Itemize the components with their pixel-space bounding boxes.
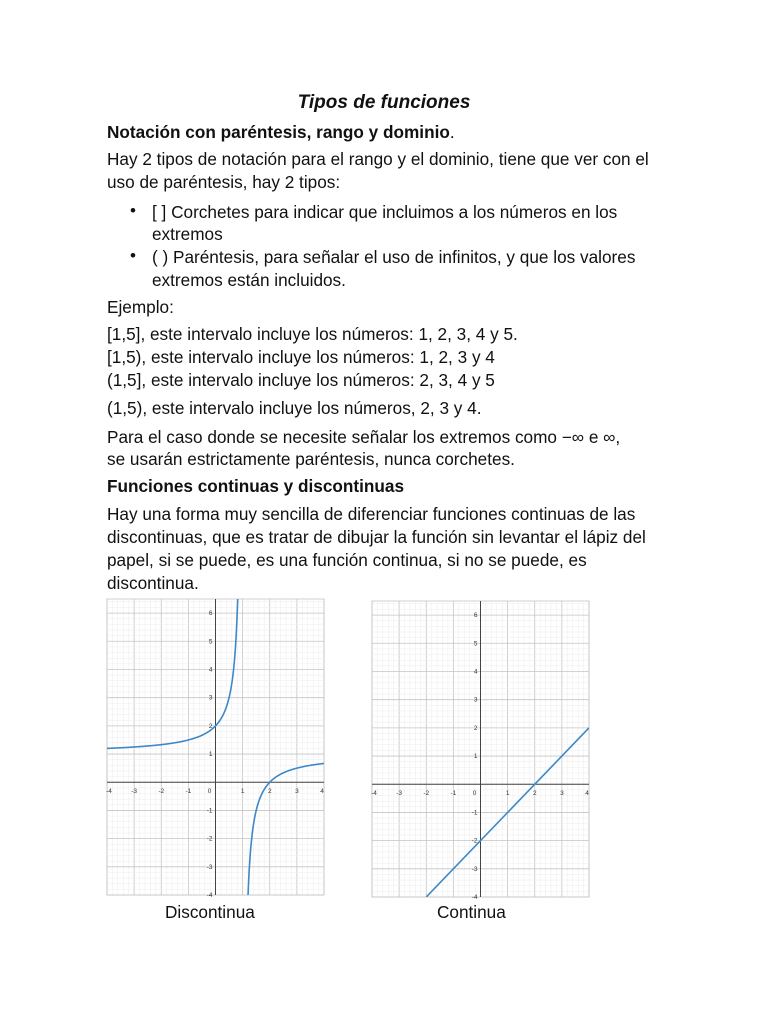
x-tick-label: 4 bbox=[320, 788, 324, 796]
y-tick-label: -3 bbox=[471, 865, 478, 873]
continuous-graph bbox=[371, 601, 589, 901]
section2-para-line-2: discontinuas, que es tratar de dibujar la función sin levantar el lápiz del bbox=[107, 527, 646, 547]
example-label: Ejemplo: bbox=[107, 297, 174, 317]
section1-heading: Notación con paréntesis, rango y dominio bbox=[107, 122, 450, 142]
y-tick-label: 2 bbox=[208, 722, 213, 730]
x-tick-label: 1 bbox=[240, 788, 245, 796]
y-tick-label: -2 bbox=[206, 835, 213, 843]
x-tick-label: -4 bbox=[371, 790, 377, 798]
y-tick-label: 5 bbox=[208, 638, 213, 646]
x-tick-label: -3 bbox=[396, 790, 403, 798]
infinity-line-2: se usarán estrictamente paréntesis, nunca corchetes. bbox=[107, 449, 515, 469]
bullet-1-line-2: extremos bbox=[152, 224, 223, 244]
y-tick-label: -4 bbox=[206, 892, 213, 899]
x-tick-label: 2 bbox=[532, 790, 537, 798]
y-tick-label: 3 bbox=[473, 696, 478, 704]
page-title: Tipos de funciones bbox=[297, 92, 471, 113]
x-tick-label: 3 bbox=[560, 790, 564, 798]
section2-heading: Funciones continuas y discontinuas bbox=[107, 476, 405, 496]
example-4: (1,5), este intervalo incluye los números, 2, 3 y 4. bbox=[107, 398, 482, 418]
x-tick-label: -2 bbox=[423, 790, 430, 798]
y-tick-label: 6 bbox=[208, 610, 213, 618]
section2-para-line-3: papel, si se puede, es una función continua, si no se puede, es bbox=[107, 550, 587, 570]
example-3: (1,5], este intervalo incluye los números: 2, 3, 4 y 5 bbox=[107, 370, 495, 390]
x-tick-label: -1 bbox=[450, 790, 457, 798]
bullet-2-line-1: ( ) Paréntesis, para señalar el uso de infinitos, y que los valores bbox=[152, 247, 636, 267]
x-tick-label: -4 bbox=[106, 788, 112, 796]
section2-para-line-1: Hay una forma muy sencilla de diferenciar funciones continuas de las bbox=[107, 504, 636, 524]
y-tick-label: 1 bbox=[473, 753, 478, 761]
example-2: [1,5), este intervalo incluye los números: 1, 2, 3 y 4 bbox=[107, 347, 495, 367]
y-tick-label: 6 bbox=[473, 612, 478, 620]
y-tick-label: 2 bbox=[473, 724, 478, 732]
x-tick-label: 1 bbox=[505, 790, 510, 798]
section1-heading-line bbox=[107, 121, 667, 143]
x-tick-label: 0 bbox=[207, 788, 212, 796]
x-tick-label: -3 bbox=[131, 788, 138, 796]
x-tick-label: 0 bbox=[472, 790, 477, 798]
intro-line-1: Hay 2 tipos de notación para el rango y el dominio, tiene que ver con el bbox=[107, 149, 649, 169]
graph-caption-continua: Continua bbox=[437, 902, 506, 922]
discontinuous-graph bbox=[106, 599, 324, 899]
section2-para-line-4: discontinua. bbox=[107, 573, 199, 593]
y-tick-label: 3 bbox=[208, 694, 213, 702]
y-tick-label: -1 bbox=[471, 809, 478, 817]
y-tick-label: 5 bbox=[473, 640, 478, 648]
y-tick-label: -2 bbox=[471, 837, 478, 845]
y-tick-label: -1 bbox=[206, 807, 213, 815]
bullet-dot-icon: • bbox=[130, 201, 136, 220]
y-tick-label: -4 bbox=[471, 894, 478, 901]
y-tick-label: 4 bbox=[473, 668, 478, 676]
y-tick-label: 1 bbox=[208, 751, 213, 759]
infinity-line-1: Para el caso donde se necesite señalar los extremos como −∞ e ∞, bbox=[107, 427, 621, 447]
x-tick-label: 3 bbox=[295, 788, 299, 796]
x-tick-label: 4 bbox=[585, 790, 589, 798]
intro-line-2: uso de paréntesis, hay 2 tipos: bbox=[107, 172, 341, 192]
bullet-1-line-1: [ ] Corchetes para indicar que incluimos a los números en los bbox=[152, 202, 618, 222]
y-tick-label: -3 bbox=[206, 863, 213, 871]
bullet-dot-icon: • bbox=[130, 246, 136, 265]
x-tick-label: -2 bbox=[158, 788, 165, 796]
bullet-2-line-2: extremos están incluidos. bbox=[152, 270, 346, 290]
x-tick-label: 2 bbox=[267, 788, 272, 796]
x-tick-label: -1 bbox=[185, 788, 192, 796]
graph-caption-discontinua: Discontinua bbox=[165, 902, 255, 922]
section1-heading-period: . bbox=[449, 122, 455, 142]
y-tick-label: 4 bbox=[208, 666, 213, 674]
example-1: [1,5], este intervalo incluye los números: 1, 2, 3, 4 y 5. bbox=[107, 324, 518, 344]
